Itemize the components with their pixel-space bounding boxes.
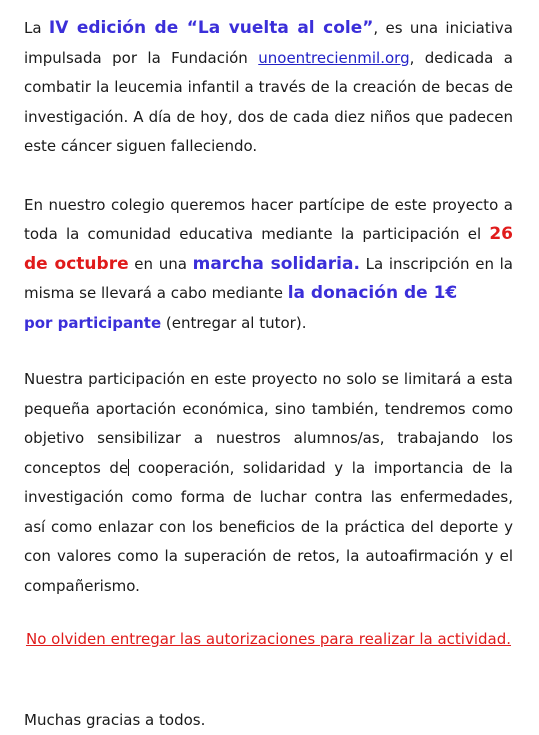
intro-paragraph [24,14,513,162]
paragraph-gap [24,654,513,706]
values-tail-text: cooperación, solidaridad y la importancia de la investigación como forma de luchar contra las enfermedades, así como enlazar con los beneficios de la práctica del deporte y con valores como la superación de retos, la autoafirmación y el compañerismo. [24,458,513,595]
values-lead-text: Nuestra participación en este proyecto no solo se limitará a esta pequeña aportación económica, sino también, tendremos como objetivo sensibilizar a nuestros alumnos/as, trabajando los conceptos de [24,370,513,477]
edition-highlight: IV edición de “La vuelta al cole” [48,18,374,38]
event-date: 26 de octubre [24,224,513,274]
intro-mid-text: , es una iniciativa impulsada por la Fundación [24,19,513,67]
event-tail-text: (entregar al tutor). [161,313,307,332]
donation-amount: la donación de 1€ [287,283,458,303]
paragraph-gap [24,601,513,625]
authorization-notice: No olviden entregar las autorizaciones para realizar la actividad. [25,630,512,648]
paragraph-gap [24,162,513,191]
event-paragraph [24,191,513,339]
event-lead-text: En nuestro colegio queremos hacer partícipe de este proyecto a toda la comunidad educativa mediante la participación el [24,195,513,243]
foundation-link[interactable]: unoentrecienmil.org [258,48,410,67]
event-name: marcha solidaria. [192,253,360,274]
values-paragraph [24,365,513,601]
closing-text: Muchas gracias a todos. [24,711,206,729]
intro-lead-text: La [24,19,49,37]
intro-tail-text: , dedicada a combatir la leucemia infantil a través de la creación de becas de investigación. A día de hoy, dos de cada diez niños que padecen este cáncer siguen falleciendo. [24,48,513,155]
event-registration-text: La inscripción en la misma se llevará a cabo mediante [24,254,514,302]
paragraph-gap [24,338,513,365]
donation-unit: por participante [24,313,162,332]
event-mid-text: en una [128,254,193,273]
